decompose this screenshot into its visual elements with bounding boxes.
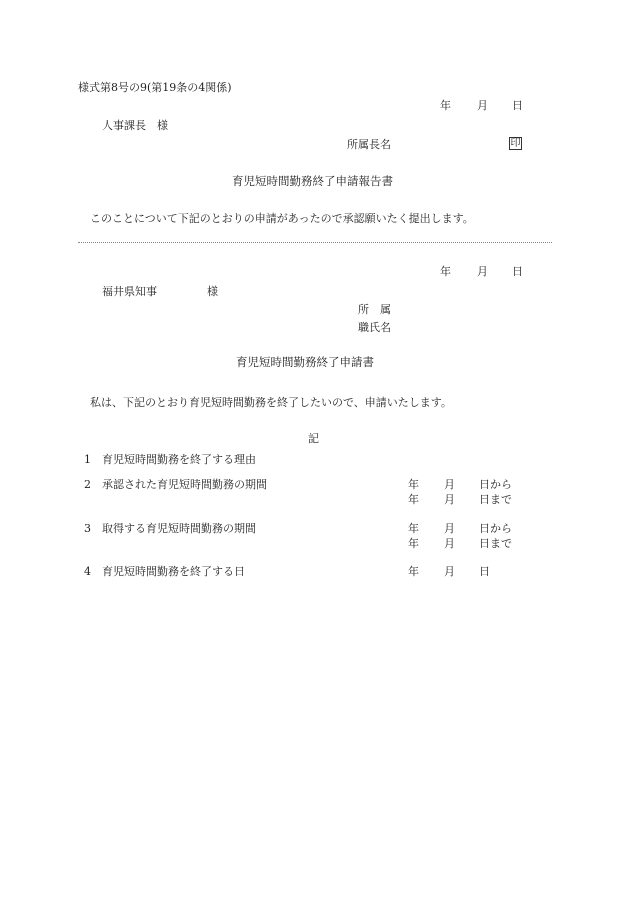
form-number: 様式第8号の9(第19条の4関係) — [78, 81, 232, 94]
cut-line-divider — [78, 242, 552, 243]
report-date-year: 年 — [440, 99, 451, 112]
item-4-label: 育児短時間勤務を終了する日 — [102, 565, 245, 578]
report-date-month: 月 — [477, 99, 488, 112]
item-4-month: 月 — [444, 565, 455, 578]
request-addressee-suffix: 様 — [207, 285, 218, 298]
item-1-number: 1 — [84, 453, 91, 466]
item-3-to-month: 月 — [444, 537, 455, 550]
item-2-to-day: 日まで — [479, 493, 512, 506]
affiliation-label: 所 属 — [358, 303, 391, 316]
item-4-number: 4 — [84, 565, 91, 578]
request-date-day: 日 — [512, 265, 523, 278]
request-date-year: 年 — [440, 265, 451, 278]
item-2-from-day: 日から — [479, 478, 512, 491]
item-3-to-day: 日まで — [479, 537, 512, 550]
item-1-label: 育児短時間勤務を終了する理由 — [102, 453, 256, 466]
item-2-number: 2 — [84, 478, 91, 491]
seal-mark: 印 — [510, 138, 521, 149]
report-title: 育児短時間勤務終了申請報告書 — [232, 174, 393, 188]
report-body: このことについて下記のとおりの申請があったので承認願いたく提出します。 — [90, 212, 474, 225]
request-addressee: 福井県知事 — [102, 285, 157, 298]
item-3-from-year: 年 — [408, 522, 419, 535]
item-2-from-year: 年 — [408, 478, 419, 491]
item-3-to-year: 年 — [408, 537, 419, 550]
dept-head-label: 所属長名 — [347, 138, 391, 151]
item-2-to-month: 月 — [444, 493, 455, 506]
name-label: 職氏名 — [358, 321, 391, 334]
request-date-month: 月 — [477, 265, 488, 278]
item-3-number: 3 — [84, 522, 91, 535]
report-addressee: 人事課長 様 — [102, 119, 168, 132]
item-4-year: 年 — [408, 565, 419, 578]
item-3-from-day: 日から — [479, 522, 512, 535]
report-date-day: 日 — [512, 99, 523, 112]
item-2-label: 承認された育児短時間勤務の期間 — [102, 478, 267, 491]
item-2-from-month: 月 — [444, 478, 455, 491]
item-4-day: 日 — [479, 565, 490, 578]
ki-heading: 記 — [308, 432, 319, 445]
request-title: 育児短時間勤務終了申請書 — [236, 355, 374, 369]
item-3-from-month: 月 — [444, 522, 455, 535]
request-body: 私は、下記のとおり育児短時間勤務を終了したいので、申請いたします。 — [90, 396, 452, 409]
item-2-to-year: 年 — [408, 493, 419, 506]
item-3-label: 取得する育児短時間勤務の期間 — [102, 522, 256, 535]
